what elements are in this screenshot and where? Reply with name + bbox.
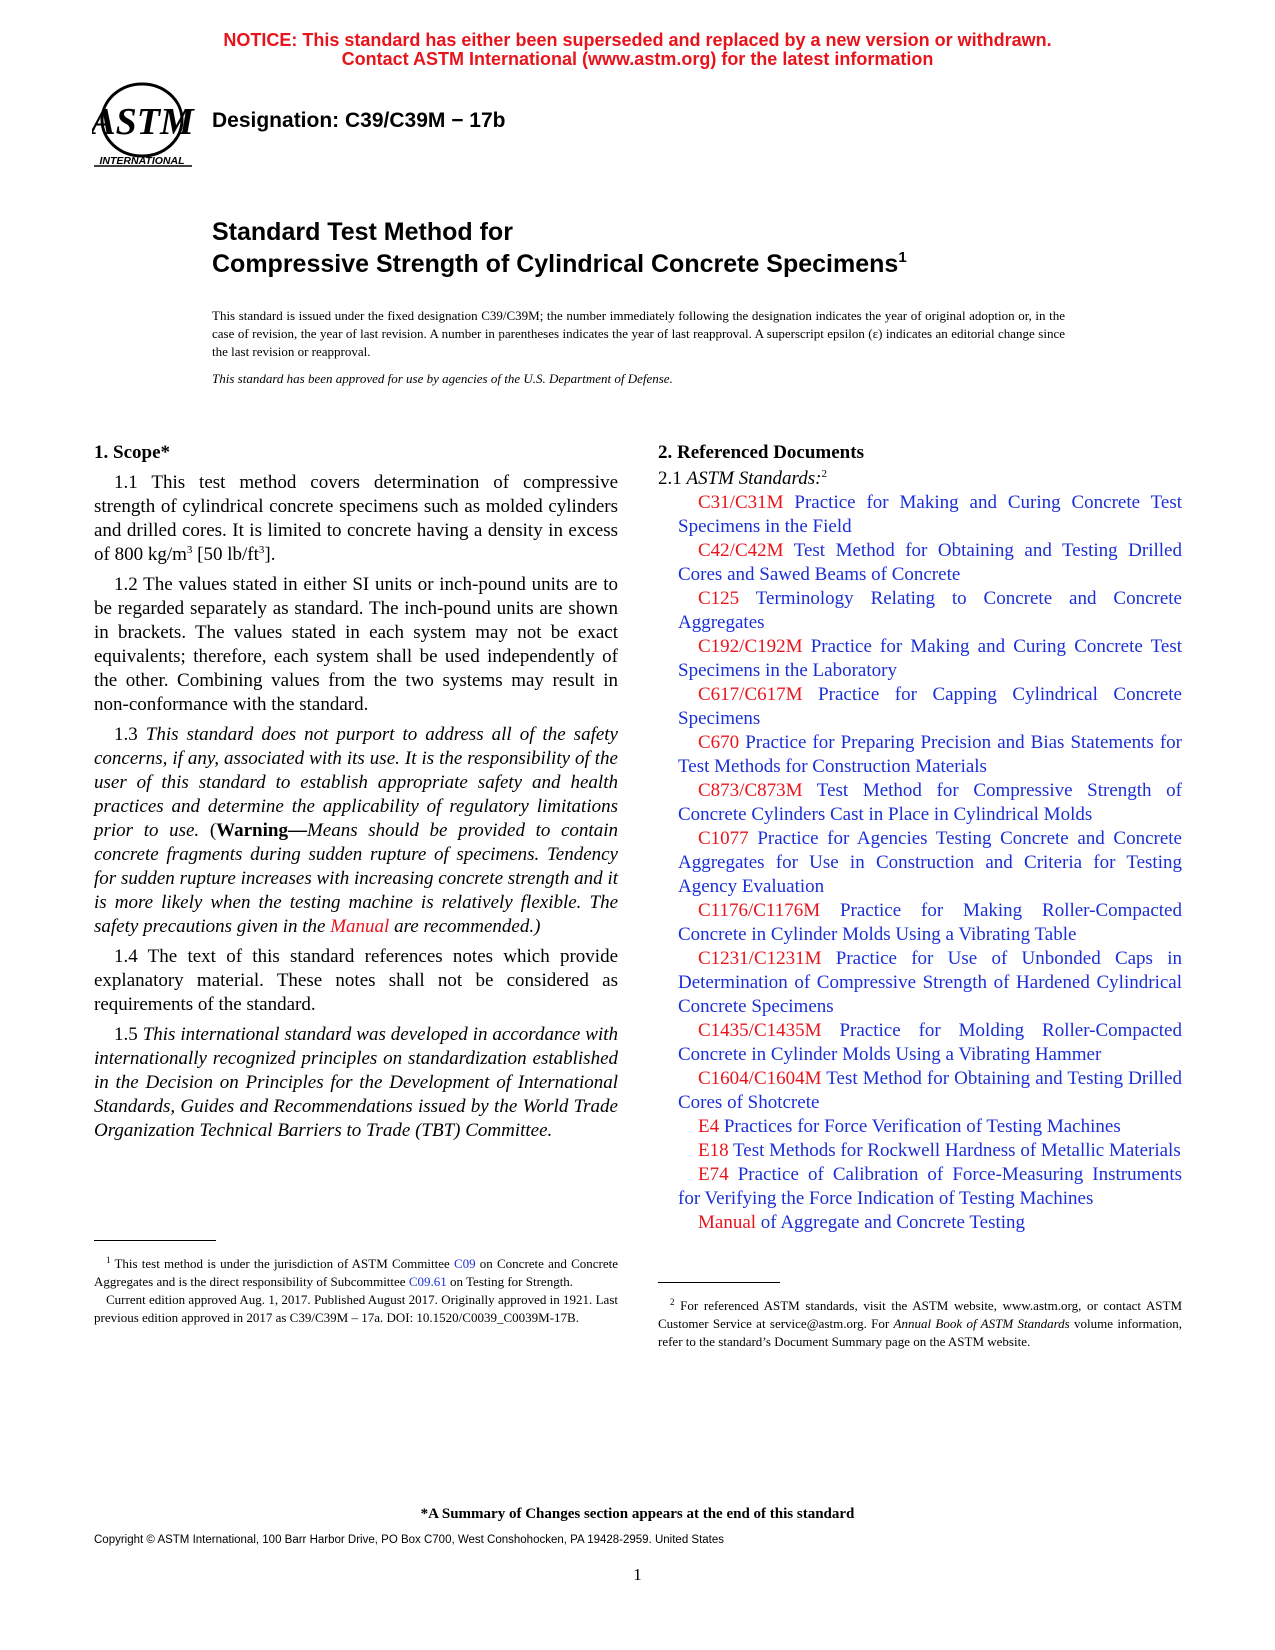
footnote-2-para <box>658 1297 1182 1351</box>
reference-item[interactable] <box>658 899 1182 947</box>
reference-title[interactable]: Practices for Force Verification of Testing Machines <box>719 1116 1121 1137</box>
reference-title[interactable]: Practice for Making and Curing Concrete Test Specimens in the Laboratory <box>678 636 1182 681</box>
reference-title[interactable]: Practice for Making Roller-Compacted Concrete in Cylinder Molds Using a Vibrating Table <box>678 900 1182 945</box>
reference-item[interactable] <box>658 491 1182 539</box>
footnote-1-text-b: on Concrete and Concrete Aggregates and is the direct responsibility of Subcommittee <box>94 1256 618 1289</box>
scope-heading: 1. Scope* <box>94 442 170 463</box>
scope-1-5-num: 1.5 <box>114 1024 143 1045</box>
logo-text: ASTM <box>92 101 194 143</box>
subheading-label: ASTM Standards: <box>686 468 822 489</box>
footnote-1-para-2: Current edition approved Aug. 1, 2017. Published August 2017. Originally approved in 1921. Last previous edition approved in 2017 as C39/C39M – 17a. DOI: 10.1520/C0039_C0039M-17B. <box>94 1292 618 1325</box>
footnote-2-text-a: For referenced ASTM standards, visit the ASTM website, www.astm.org, or contact ASTM Customer Service at service@astm.org. For <box>658 1298 1183 1331</box>
footnote-2-italic: Annual Book of ASTM Standards <box>893 1316 1070 1331</box>
reference-title[interactable]: Terminology Relating to Concrete and Concrete Aggregates <box>678 588 1182 633</box>
scope-1-1-text-c: ]. <box>264 544 276 565</box>
dod-approval-note: This standard has been approved for use by agencies of the U.S. Department of Defense. <box>212 371 673 386</box>
reference-code[interactable]: C617/C617M <box>698 684 803 705</box>
astm-standards-subheading <box>658 467 1182 491</box>
reference-code[interactable]: C125 <box>698 588 740 609</box>
logo-subtext: INTERNATIONAL <box>99 155 185 167</box>
scope-1-3-open: ( <box>199 820 217 841</box>
reference-code[interactable]: C1231/C1231M <box>698 948 822 969</box>
issue-note <box>212 307 1065 388</box>
title-line-1: Standard Test Method for <box>212 218 513 246</box>
scope-section <box>94 441 618 1149</box>
reference-code[interactable]: C1077 <box>698 828 749 849</box>
reference-item[interactable] <box>658 731 1182 779</box>
scope-1-3-italic: This standard does not purport to address all of the safety concerns, if any, associated with its use. It is the responsibility of the user of this standard to establish appropriate safety and health practices and determine the applicability of regulatory limitations prior to use. <box>94 724 618 841</box>
reference-title[interactable]: Practice for Agencies Testing Concrete and Concrete Aggregates for Use in Construction and Criteria for Testing Agency Evaluation <box>678 828 1182 897</box>
copyright: Copyright © ASTM International, 100 Barr Harbor Drive, PO Box C700, West Conshohocken, PA 19428-2959. United States <box>94 1534 725 1546</box>
reference-title[interactable]: Test Method for Obtaining and Testing Drilled Cores and Sawed Beams of Concrete <box>678 540 1182 585</box>
reference-code[interactable]: C670 <box>698 732 740 753</box>
reference-code[interactable]: C1176/C1176M <box>698 900 821 921</box>
reference-code[interactable]: C42/C42M <box>698 540 784 561</box>
scope-1-1-text-b: [50 lb/ft <box>192 544 259 565</box>
scope-para-1-3 <box>94 723 618 939</box>
reference-title[interactable]: Practice for Use of Unbonded Caps in Determination of Compressive Strength of Hardened Cylindrical Concrete Specimens <box>678 948 1182 1017</box>
reference-code[interactable]: C192/C192M <box>698 636 803 657</box>
subheading-sup: 2 <box>821 468 827 480</box>
reference-title[interactable]: Test Methods for Rockwell Hardness of Metallic Materials <box>728 1140 1181 1161</box>
reference-code[interactable]: C31/C31M <box>698 492 784 513</box>
scope-1-1-sup-2: 3 <box>258 544 265 556</box>
reference-item[interactable] <box>658 539 1182 587</box>
title-line-2 <box>212 248 907 280</box>
reference-code[interactable]: Manual <box>698 1212 757 1233</box>
notice-line-2: Contact ASTM International (www.astm.org) for the latest information <box>341 49 934 69</box>
reference-item[interactable] <box>658 1139 1182 1163</box>
footnote-1-block <box>94 1240 618 1327</box>
scope-1-3-end: are recommended.) <box>389 916 541 937</box>
reference-title[interactable]: Practice for Capping Cylindrical Concrete Specimens <box>678 684 1182 729</box>
scope-1-1-text-a: 1.1 This test method covers determination of compressive strength of cylindrical concrete specimens such as molded cylinders and drilled cores. It is limited to concrete having a density in excess of 800 kg/m <box>94 472 618 565</box>
reference-code[interactable]: C1604/C1604M <box>698 1068 822 1089</box>
footnote-1 <box>94 1255 618 1327</box>
footnote-2 <box>658 1297 1182 1351</box>
reference-item[interactable] <box>658 1115 1182 1139</box>
footnote-rule-right <box>658 1282 780 1283</box>
reference-title[interactable]: Practice for Preparing Precision and Bias Statements for Test Methods for Construction Materials <box>678 732 1182 777</box>
reference-list <box>658 491 1182 1235</box>
astm-logo-icon <box>92 78 196 176</box>
referenced-documents-section <box>658 441 1182 1235</box>
reference-item[interactable] <box>658 779 1182 827</box>
footnote-1-text-a: This test method is under the jurisdiction of ASTM Committee <box>114 1256 454 1271</box>
committee-c09-link[interactable]: C09 <box>453 1256 476 1271</box>
scope-1-1-sup-1: 3 <box>186 544 193 556</box>
scope-1-5-italic: This international standard was developed in accordance with internationally recognized principles on standardization established in the Decision on Principles for the Development of International Standards, Guides and Recommendations issued by the World Trade Organization Technical Barriers to Trade (TBT) Committee. <box>94 1024 618 1141</box>
reference-item[interactable] <box>658 635 1182 683</box>
reference-item[interactable] <box>658 947 1182 1019</box>
astm-logo <box>92 78 196 176</box>
reference-code[interactable]: E74 <box>698 1164 729 1185</box>
designation: Designation: C39/C39M − 17b <box>212 109 506 132</box>
footnote-1-text-c: on Testing for Strength. <box>446 1274 574 1289</box>
warning-label: Warning— <box>216 820 307 841</box>
reference-code[interactable]: C1435/C1435M <box>698 1020 822 1041</box>
reference-item[interactable] <box>658 683 1182 731</box>
reference-title[interactable]: Test Method for Obtaining and Testing Drilled Cores of Shotcrete <box>678 1068 1182 1113</box>
footnote-1-mark: 1 <box>106 1255 111 1265</box>
title-main: Compressive Strength of Cylindrical Concrete Specimens <box>212 250 899 278</box>
reference-code[interactable]: E18 <box>698 1140 729 1161</box>
subcommittee-c09-61-link[interactable]: C09.61 <box>408 1274 447 1289</box>
reference-title[interactable]: Practice of Calibration of Force-Measuring Instruments for Verifying the Force Indication of Testing Machines <box>678 1164 1182 1209</box>
footnote-2-mark: 2 <box>670 1297 675 1307</box>
withdrawal-notice <box>0 31 1275 69</box>
reference-item[interactable] <box>658 1067 1182 1115</box>
references-heading: 2. Referenced Documents <box>658 442 864 463</box>
reference-code[interactable]: E4 <box>698 1116 720 1137</box>
scope-para-1-5 <box>94 1023 618 1143</box>
reference-title[interactable]: Test Method for Compressive Strength of Concrete Cylinders Cast in Place in Cylindrical Molds <box>678 780 1182 825</box>
reference-title[interactable]: of Aggregate and Concrete Testing <box>756 1212 1026 1233</box>
footnote-rule-left <box>94 1240 216 1241</box>
footnote-2-text-b: volume information, refer to the standard’s Document Summary page on the ASTM website. <box>658 1316 1183 1349</box>
reference-code[interactable]: C873/C873M <box>698 780 803 801</box>
issue-note-text: This standard is issued under the fixed designation C39/C39M; the number immediately following the designation indicates the year of original adoption or, in the case of revision, the year of last revision. A number in parentheses indicates the year of last reapproval. A superscript epsilon (ε) indicates an editorial change since the last revision or reapproval. <box>212 308 1065 359</box>
reference-item[interactable] <box>658 1163 1182 1211</box>
scope-para-1-4: 1.4 The text of this standard references notes which provide explanatory material. These notes shall not be considered as requirements of the standard. <box>94 946 618 1015</box>
reference-title[interactable]: Practice for Molding Roller-Compacted Concrete in Cylinder Molds Using a Vibrating Hammer <box>678 1020 1182 1065</box>
subheading-num: 2.1 <box>658 468 687 489</box>
footnote-2-block <box>658 1282 1182 1351</box>
page-number: 1 <box>633 1565 642 1584</box>
reference-title[interactable]: Practice for Making and Curing Concrete Test Specimens in the Field <box>678 492 1182 537</box>
notice-line-1: NOTICE: This standard has either been superseded and replaced by a new version or withdrawn. <box>223 30 1052 50</box>
scope-para-1-1 <box>94 471 618 567</box>
footnote-1-para-1 <box>94 1255 618 1291</box>
scope-1-3-num: 1.3 <box>114 724 146 745</box>
document-title <box>212 216 907 280</box>
reference-item[interactable] <box>658 1211 1182 1235</box>
reference-item[interactable] <box>658 1019 1182 1067</box>
manual-link[interactable]: Manual <box>330 916 390 937</box>
scope-para-1-2: 1.2 The values stated in either SI units or inch-pound units are to be regarded separately as standard. The inch-pound units are shown in brackets. The values stated in each system may not be exact equivalents; therefore, each system shall be used independently of the other. Combining values from the two systems may result in non-conformance with the standard. <box>94 574 618 715</box>
scope-1-3-rest: Means should be provided to contain concrete fragments during sudden rupture of specimens. Tendency for sudden rupture increases with increasing concrete strength and it is more likely when the testing machine is relatively flexible. The safety precautions given in the <box>94 820 618 937</box>
title-footnote-mark: 1 <box>898 249 907 266</box>
reference-item[interactable] <box>658 587 1182 635</box>
reference-item[interactable] <box>658 827 1182 899</box>
summary-of-changes-note: *A Summary of Changes section appears at the end of this standard <box>420 1506 855 1522</box>
